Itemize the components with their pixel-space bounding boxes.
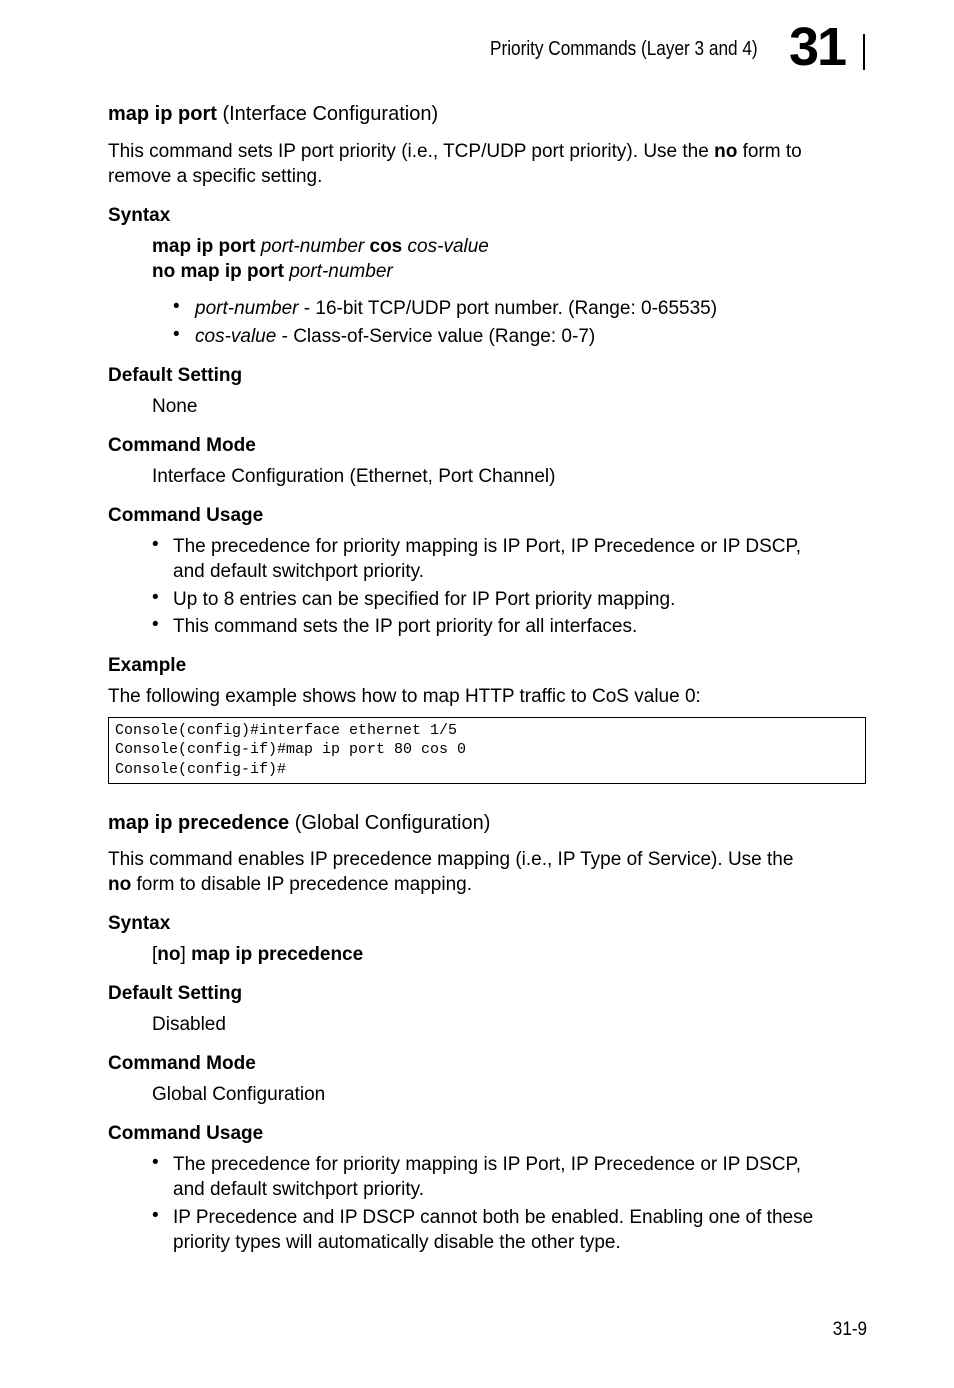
default-setting-value: None bbox=[152, 396, 198, 417]
parameter-desc: - 16-bit TCP/UDP port number. (Range: 0-65535) bbox=[298, 298, 718, 319]
syntax-bracket: [ bbox=[152, 944, 158, 965]
usage-item: IP Precedence and IP DSCP cannot both be enabled. Enabling one of these bbox=[173, 1207, 814, 1228]
keyword-no: no bbox=[108, 874, 132, 895]
description-text: form to disable IP precedence mapping. bbox=[131, 874, 473, 895]
syntax-argument: port-number bbox=[289, 261, 393, 282]
usage-item-continued: priority types will automatically disable the other type. bbox=[173, 1232, 621, 1253]
usage-item: The precedence for priority mapping is IP Port, IP Precedence or IP DSCP, bbox=[173, 536, 802, 557]
default-setting-value: Disabled bbox=[152, 1014, 226, 1035]
bullet: • bbox=[152, 614, 159, 635]
page-number: 31-9 bbox=[832, 1319, 867, 1340]
bullet: • bbox=[152, 587, 159, 608]
code-line: Console(config-if)# bbox=[115, 761, 287, 778]
bullet: • bbox=[152, 534, 159, 555]
command-mode-value: Interface Configuration (Ethernet, Port Channel) bbox=[152, 466, 556, 487]
syntax-keyword: no bbox=[157, 944, 181, 965]
syntax-line bbox=[152, 942, 363, 967]
syntax-heading: Syntax bbox=[108, 913, 171, 934]
command-usage-heading: Command Usage bbox=[108, 505, 264, 526]
default-setting-heading: Default Setting bbox=[108, 365, 243, 386]
parameter-desc: - Class-of-Service value (Range: 0-7) bbox=[276, 326, 596, 347]
command-mode-heading: Command Mode bbox=[108, 435, 256, 456]
syntax-bracket: ] bbox=[180, 944, 192, 965]
description-text: This command sets IP port priority (i.e., TCP/UDP port priority). Use the bbox=[108, 141, 715, 162]
parameter-item bbox=[195, 296, 717, 321]
usage-item: The precedence for priority mapping is IP Port, IP Precedence or IP DSCP, bbox=[173, 1154, 802, 1175]
syntax-line bbox=[152, 234, 489, 259]
command-usage-heading: Command Usage bbox=[108, 1123, 264, 1144]
description-line bbox=[108, 139, 802, 164]
keyword-no: no bbox=[714, 141, 738, 162]
command-name: map ip precedence bbox=[108, 812, 290, 834]
description-line: remove a specific setting. bbox=[108, 166, 323, 187]
description-line: This command enables IP precedence mapping (i.e., IP Type of Service). Use the bbox=[108, 849, 794, 870]
bullet: • bbox=[173, 296, 180, 317]
section-heading-map-ip-precedence bbox=[108, 812, 490, 835]
syntax-heading: Syntax bbox=[108, 205, 171, 226]
code-line: Console(config)#interface ethernet 1/5 bbox=[115, 722, 458, 739]
bullet: • bbox=[152, 1152, 159, 1173]
parameter-item bbox=[195, 324, 595, 349]
syntax-command: no map ip port bbox=[152, 261, 290, 282]
chapter-number: 31 bbox=[789, 17, 846, 77]
default-setting-heading: Default Setting bbox=[108, 983, 243, 1004]
command-name: map ip port bbox=[108, 103, 217, 125]
parameter-name: port-number bbox=[195, 298, 299, 319]
description-line bbox=[108, 872, 472, 897]
example-description: The following example shows how to map HTTP traffic to CoS value 0: bbox=[108, 686, 701, 707]
syntax-command: map ip port bbox=[152, 236, 261, 257]
usage-item: Up to 8 entries can be specified for IP Port priority mapping. bbox=[173, 589, 676, 610]
section-heading-map-ip-port bbox=[108, 103, 438, 126]
example-heading: Example bbox=[108, 655, 187, 676]
bullet: • bbox=[152, 1205, 159, 1226]
running-header-title: Priority Commands (Layer 3 and 4) bbox=[490, 38, 758, 60]
command-mode-heading: Command Mode bbox=[108, 1053, 256, 1074]
usage-item-continued: and default switchport priority. bbox=[173, 561, 424, 582]
code-line: Console(config-if)#map ip port 80 cos 0 bbox=[115, 741, 467, 758]
command-mode-value: Global Configuration bbox=[152, 1084, 326, 1105]
parameter-name: cos-value bbox=[195, 326, 277, 347]
syntax-keyword: cos bbox=[364, 236, 408, 257]
command-context: (Global Configuration) bbox=[289, 812, 491, 834]
usage-item-continued: and default switchport priority. bbox=[173, 1179, 424, 1200]
usage-item: This command sets the IP port priority for all interfaces. bbox=[173, 616, 638, 637]
chapter-bar-divider bbox=[863, 34, 865, 70]
syntax-line bbox=[152, 259, 393, 284]
syntax-argument: cos-value bbox=[407, 236, 489, 257]
command-context: (Interface Configuration) bbox=[216, 103, 439, 125]
bullet: • bbox=[173, 324, 180, 345]
syntax-argument: port-number bbox=[260, 236, 365, 257]
syntax-command: map ip precedence bbox=[191, 944, 364, 965]
description-text: form to bbox=[737, 141, 802, 162]
